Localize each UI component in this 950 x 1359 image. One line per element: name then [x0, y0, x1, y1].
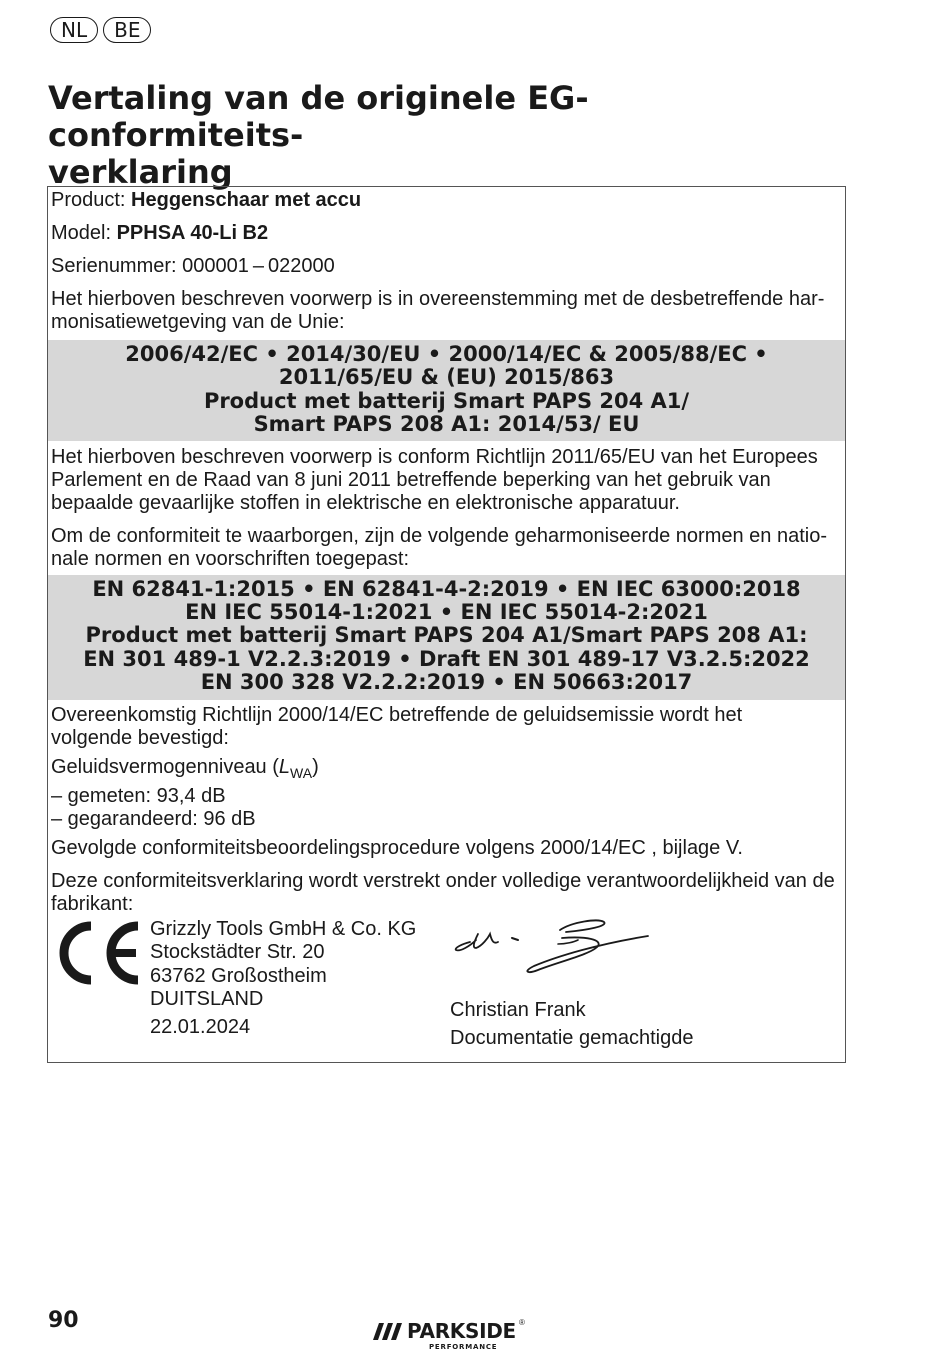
declaration-date: 22.01.2024	[150, 1015, 251, 1038]
signer-block	[450, 996, 693, 1052]
standard-line: EN 62841-1:2015 • EN 62841-4-2:2019 • EN IEC 63000:2018	[92, 576, 801, 601]
measured-level: – gemeten: 93,4 dB	[51, 784, 226, 807]
product-label: Product:	[51, 189, 132, 211]
serial-number: Serienummer: 000001 – 022000	[51, 255, 335, 277]
signer-name: Christian Frank	[450, 998, 586, 1021]
rohs-statement: Het hierboven beschreven voorwerp is conform Richtlijn 2011/65/EU van het Europees Parlement en de Raad van 8 juni 2011 betreffende beperking van het gebruik van bepaalde gevaarlijke stoffen in elektrische en elektronische apparatuur.	[51, 445, 818, 514]
standard-line: EN 300 328 V2.2.2:2019 • EN 50663:2017	[200, 670, 693, 695]
product-line	[48, 189, 845, 212]
product-value: Heggenschaar met accu	[131, 189, 362, 211]
manufacturer-street: Stockstädter Str. 20	[150, 941, 325, 964]
model-value: PPHSA 40-Li B2	[116, 222, 269, 244]
responsibility-statement: Deze conformiteitsverklaring wordt verstrekt onder volledige verantwoordelijkheid van de fabrikant:	[51, 869, 835, 915]
page-number: 90	[48, 1308, 79, 1333]
standards-intro: Om de conformiteit te waarborgen, zijn de volgende geharmoniseerde normen en natio- nale normen en voorschriften toegepast:	[51, 524, 827, 570]
page-title: Vertaling van de originele EG-conformiteits- verklaring	[48, 79, 589, 191]
logo-registered: ®	[519, 1318, 525, 1327]
logo-brand: PARKSIDE	[407, 1319, 516, 1343]
model-label: Model:	[51, 222, 117, 244]
badge-nl: NL	[50, 17, 98, 43]
conformity-statement: Het hierboven beschreven voorwerp is in overeenstemming met de desbetreffende har- monisatiewetgeving van de Unie:	[51, 288, 825, 333]
standards-block	[48, 575, 845, 700]
standard-line: Product met batterij Smart PAPS 204 A1/Smart PAPS 208 A1:	[85, 623, 808, 648]
parkside-logo	[373, 1318, 533, 1354]
ce-mark-icon	[51, 920, 143, 986]
logo-subtitle: PERFORMANCE	[429, 1343, 498, 1351]
directive-line: Smart PAPS 208 A1: 2014/53/ EU	[253, 412, 640, 437]
noise-intro: Overeenkomstig Richtlijn 2000/14/EC betreffende de geluidsemissie wordt het volgende bevestigd:	[51, 703, 743, 749]
badge-be: BE	[103, 17, 151, 43]
manufacturer-address	[150, 918, 416, 1040]
signature-image	[448, 914, 658, 986]
directive-line: Product met batterij Smart PAPS 204 A1/	[203, 388, 690, 413]
assessment-procedure: Gevolgde conformiteitsbeoordelingsprocedure volgens 2000/14/EC , bijlage V.	[51, 836, 743, 859]
directives-block	[48, 340, 845, 441]
noise-level-label: Geluidsvermogenniveau $(L_{WA})$	[51, 755, 319, 781]
signature-area	[48, 916, 845, 1066]
noise-symbol: L	[278, 755, 291, 778]
manufacturer-name: Grizzly Tools GmbH & Co. KG	[150, 917, 417, 940]
language-badges	[50, 17, 151, 43]
standard-line: EN IEC 55014-1:2021 • EN IEC 55014-2:2021	[185, 600, 708, 625]
directive-line: 2011/65/EU & (EU) 2015/863	[278, 365, 615, 390]
guaranteed-level: – gegarandeerd: 96 dB	[51, 807, 256, 830]
signer-role: Documentatie gemachtigde	[450, 1026, 694, 1049]
standard-line: EN 301 489-1 V2.2.3:2019 • Draft EN 301 489-17 V3.2.5:2022	[83, 646, 810, 671]
declaration-box	[47, 186, 846, 1063]
directive-line: 2006/42/EC • 2014/30/EU • 2000/14/EC & 2005/88/EC •	[125, 342, 768, 366]
manufacturer-city: 63762 Großostheim	[150, 964, 327, 987]
parkside-stripes-icon	[373, 1323, 403, 1343]
manufacturer-country: DUITSLAND	[150, 988, 264, 1011]
noise-symbol-subscript: WA	[290, 764, 313, 781]
model-line	[48, 222, 845, 245]
